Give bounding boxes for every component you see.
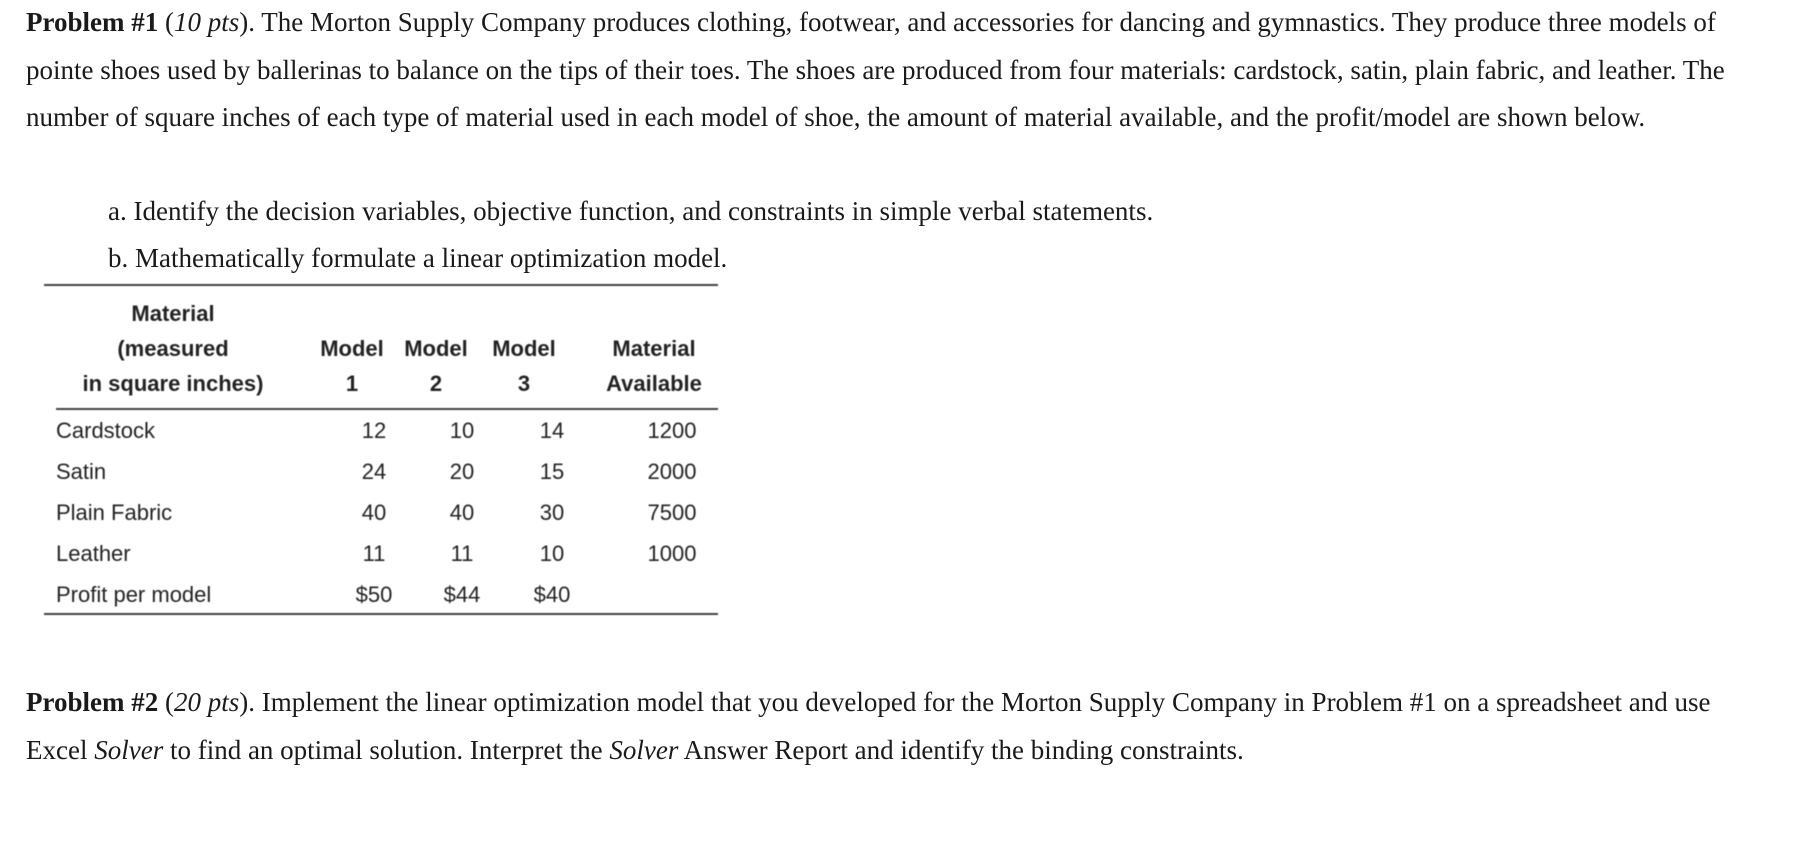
cell-model-2: $44 <box>443 582 481 607</box>
header-material-line-2: (measured <box>117 336 229 361</box>
header-available-line-2: Available <box>606 371 702 396</box>
problem-1-points-close: ). <box>239 7 262 37</box>
cell-model-3: 30 <box>539 500 565 525</box>
cell-model-1: $50 <box>355 582 393 607</box>
header-model-3-line-1: Model <box>492 336 556 361</box>
cell-available: 7500 <box>647 500 697 525</box>
header-model-3 <box>482 331 566 401</box>
header-model-1-line-1: Model <box>320 336 384 361</box>
problem-1-part-b: b. Mathematically formulate a linear optimization model. <box>108 243 728 273</box>
row-label: Profit per model <box>56 582 212 607</box>
table-row-cardstock <box>44 410 718 451</box>
header-material <box>58 296 288 401</box>
problem-1-points: 10 pts <box>173 7 240 37</box>
cell-model-3: 10 <box>539 541 565 566</box>
problem-2-points-close: ). <box>239 687 262 717</box>
problem-1-points-open: ( <box>158 7 174 37</box>
problem-2-points-open: ( <box>158 687 174 717</box>
header-model-1 <box>316 331 388 401</box>
problem-1-statement <box>26 0 1766 142</box>
cell-available: 1200 <box>647 418 697 443</box>
table-row-satin <box>44 451 718 492</box>
table-row-leather <box>44 533 718 574</box>
cell-model-1: 11 <box>362 541 386 566</box>
header-material-line-3: in square inches) <box>82 371 264 396</box>
header-model-1-line-2: 1 <box>345 371 359 396</box>
row-label: Cardstock <box>56 418 156 443</box>
cell-model-2: 20 <box>449 459 475 484</box>
table-top-rule <box>44 284 718 286</box>
cell-model-3: 15 <box>539 459 565 484</box>
cell-model-3: $40 <box>533 582 571 607</box>
cell-model-1: 12 <box>361 418 387 443</box>
problem-1-heading: Problem #1 <box>26 7 159 37</box>
header-model-2 <box>394 331 478 401</box>
solver-term: Solver <box>94 734 164 765</box>
cell-model-3: 14 <box>539 418 565 443</box>
problem-2-points: 20 pts <box>173 687 240 717</box>
solver-term: Solver <box>609 734 679 765</box>
cell-model-1: 40 <box>361 500 387 525</box>
problem-1-part-a: a. Identify the decision variables, objective function, and constraints in simple verbal statements. <box>108 196 1154 226</box>
header-model-2-line-2: 2 <box>429 371 443 396</box>
cell-model-2: 10 <box>449 418 475 443</box>
header-model-3-line-2: 3 <box>517 371 531 396</box>
problem-1-body: The Morton Supply Company produces clothing, footwear, and accessories for dancing and gymnastics. They produce three models of pointe shoes used by ballerinas to balance on the tips of their toes. The shoes are produced from four materials: cardstock, satin, plain fabric, and leather. The number of square inches of each type of material used in each model of shoe, the amount of material available, and the profit/model are shown below. <box>26 7 1725 132</box>
header-available-line-1: Material <box>612 336 696 361</box>
row-label: Leather <box>56 541 131 566</box>
cell-available: 2000 <box>647 459 697 484</box>
cell-available: 1000 <box>647 541 697 566</box>
row-label: Plain Fabric <box>56 500 173 525</box>
table-bottom-rule <box>44 613 718 615</box>
problem-2-heading: Problem #2 <box>26 687 159 717</box>
cell-model-2: 40 <box>449 500 475 525</box>
header-material-line-1: Material <box>131 301 215 326</box>
cell-model-2: 11 <box>450 541 474 566</box>
table-row-plain-fabric <box>44 492 718 533</box>
problem-2-text-3: Answer Report and identify the binding constraints. <box>678 734 1244 765</box>
problem-2-text-2: to find an optimal solution. Interpret the <box>163 734 610 765</box>
row-label: Satin <box>56 459 107 484</box>
header-material-available <box>594 331 714 401</box>
problem-2-statement <box>26 679 1766 774</box>
cell-model-1: 24 <box>361 459 387 484</box>
problem-2-text-1: Implement the linear optimization model that you developed for the Morton Supply Company in Problem #1 on a spreadsheet and use Excel <box>26 687 1711 765</box>
header-model-2-line-1: Model <box>404 336 468 361</box>
materials-table <box>44 284 718 616</box>
table-row-profit <box>44 574 718 615</box>
